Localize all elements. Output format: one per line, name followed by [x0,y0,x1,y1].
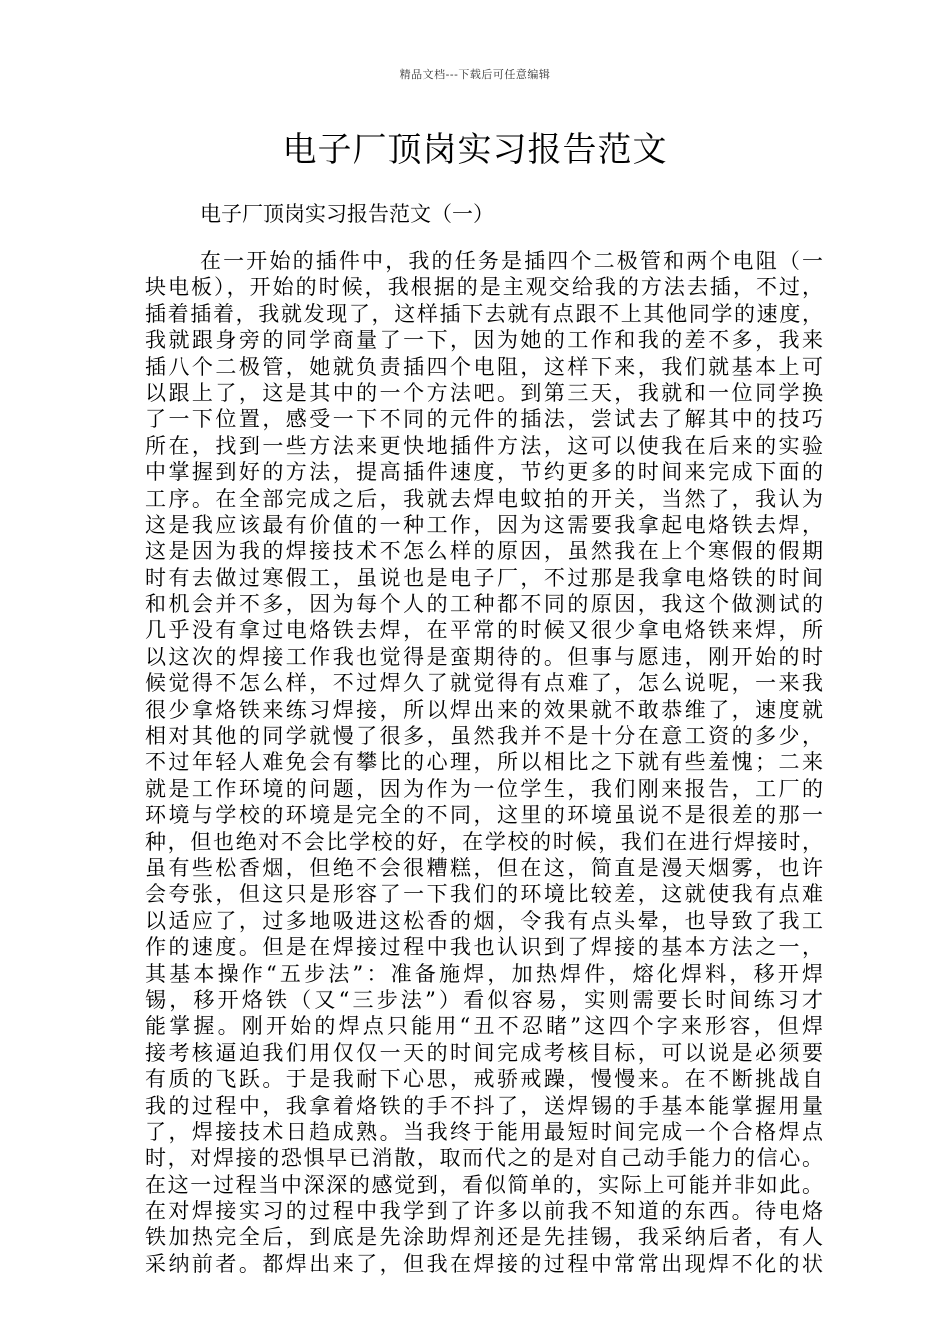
page-header: 精品文档---下载后可任意编辑 [399,68,551,81]
text-line: 我的过程中，我拿着烙铁的手不抖了，送焊锡的手基本能掌握用量 [145,1093,823,1118]
text-line: 了一下位置，感受一下不同的元件的插法，尝试去了解其中的技巧 [145,407,823,432]
text-line: 就是工作环境的问题，因为作为一位学生，我们刚来报告，工厂的 [145,776,823,801]
text-line: 采纳前者。都焊出来了，但我在焊接的过程中常常出现焊不化的状 [145,1251,823,1276]
section-subtitle: 电子厂顶岗实习报告范文（一） [200,202,494,226]
text-line: 接考核逼迫我们用仅仅一天的时间完成考核目标，可以说是必须要 [145,1040,823,1065]
text-line: 作的速度。但是在焊接过程中我也认识到了焊接的基本方法之一， [145,935,823,960]
text-line: 以这次的焊接工作我也觉得是蛮期待的。但事与愿违，刚开始的时 [145,644,823,669]
text-line: 块电板），开始的时候，我根据的是主观交给我的方法去插，不过， [145,275,823,300]
text-line: 所在，找到一些方法来更快地插件方法，这可以使我在后来的实验 [145,433,823,458]
text-line: 以跟上了，这是其中的一个方法吧。到第三天，我就和一位同学换 [145,380,823,405]
text-line: 候觉得不怎么样，不过焊久了就觉得有点难了，怎么说呢，一来我 [145,671,823,696]
text-line: 在一开始的插件中，我的任务是插四个二极管和两个电阻（一 [200,249,823,273]
text-line: 有质的飞跃。于是我耐下心思，戒骄戒躁，慢慢来。在不断挑战自 [145,1067,823,1092]
text-line: 在这一过程当中深深的感觉到，看似简单的，实际上可能并非如此。 [145,1172,823,1197]
text-line: 能掌握。刚开始的焊点只能用“丑不忍睹”这四个字来形容，但焊 [145,1014,823,1039]
text-line: 中掌握到好的方法，提高插件速度，节约更多的时间来完成下面的 [145,460,823,485]
text-line: 会夸张，但这只是形容了一下我们的环境比较差，这就使我有点难 [145,882,823,907]
text-line: 我就跟身旁的同学商量了一下，因为她的工作和我的差不多，我来 [145,328,823,353]
text-line: 这是因为我的焊接技术不怎么样的原因，虽然我在上个寒假的假期 [145,539,823,564]
text-line: 插着插着，我就发现了，这样插下去就有点跟不上其他同学的速度， [145,301,823,326]
text-line: 锡，移开烙铁（又“三步法”）看似容易，实则需要长时间练习才 [145,987,823,1012]
text-line: 环境与学校的环境是完全的不同，这里的环境虽说不是很差的那一 [145,803,823,828]
text-line: 相对其他的同学就慢了很多，虽然我并不是十分在意工资的多少， [145,724,823,749]
text-line: 很少拿烙铁来练习焊接，所以焊出来的效果就不敢恭维了，速度就 [145,697,823,722]
text-line: 时，对焊接的恐惧早已消散，取而代之的是对自己动手能力的信心。 [145,1146,823,1171]
text-line: 这是我应该最有价值的一种工作，因为这需要我拿起电烙铁去焊， [145,512,823,537]
text-line: 以适应了，过多地吸进这松香的烟，令我有点头晕，也导致了我工 [145,908,823,933]
document-title: 电子厂顶岗实习报告范文 [282,130,668,170]
text-line: 在对焊接实习的过程中我学到了许多以前我不知道的东西。待电烙 [145,1199,823,1224]
text-line: 了，焊接技术日趋成熟。当我终于能用最短时间完成一个合格焊点 [145,1119,823,1144]
text-line: 虽有些松香烟，但绝不会很糟糕，但在这，简直是漫天烟雾，也许 [145,855,823,880]
text-line: 和机会并不多，因为每个人的工种都不同的原因，我这个做测试的 [145,592,823,617]
body-paragraph [145,248,823,1277]
text-line: 插八个二极管，她就负责插四个电阻，这样下来，我们就基本上可 [145,354,823,379]
text-line: 时有去做过寒假工，虽说也是电子厂，不过那是我拿电烙铁的时间 [145,565,823,590]
text-line: 铁加热完全后，到底是先涂助焊剂还是先挂锡，我采纳后者，有人 [145,1225,823,1250]
text-line: 不过年轻人难免会有攀比的心理，所以相比之下就有些羞愧；二来 [145,750,823,775]
text-line: 种，但也绝对不会比学校的好，在学校的时候，我们在进行焊接时， [145,829,823,854]
text-line: 其基本操作“五步法”：准备施焊，加热焊件，熔化焊料，移开焊 [145,961,823,986]
text-line: 工序。在全部完成之后，我就去焊电蚊拍的开关，当然了，我认为 [145,486,823,511]
text-line: 几乎没有拿过电烙铁去焊，在平常的时候又很少拿电烙铁来焊，所 [145,618,823,643]
